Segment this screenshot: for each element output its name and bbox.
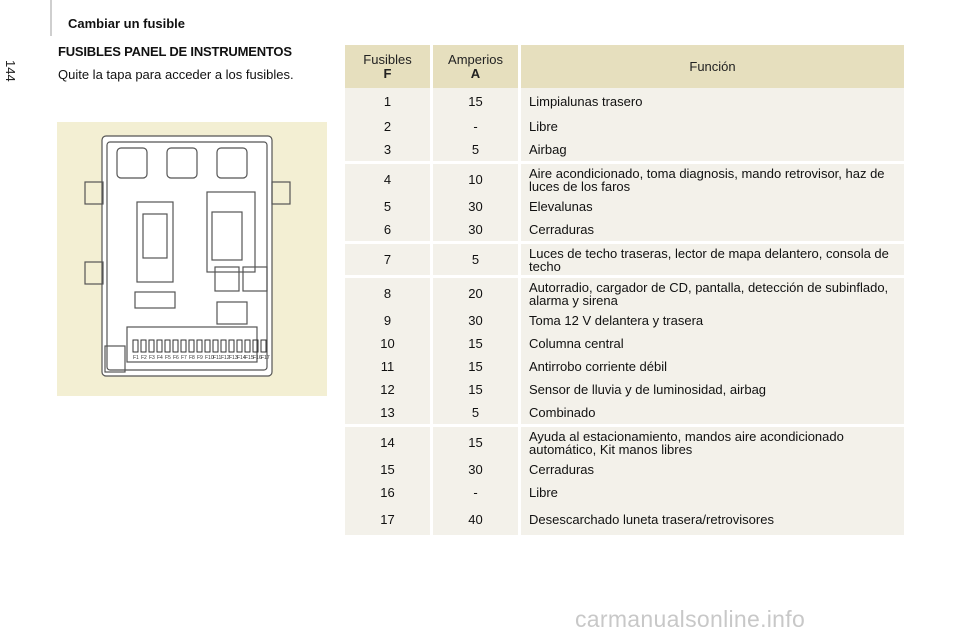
amperage-cell: 30 [433,458,521,481]
function-cell: Airbag [521,138,904,161]
function-cell: Aire acondicionado, toma diagnosis, mando retrovisor, haz de luces de los faros [521,164,904,195]
fuse-number-cell: 8 [345,278,433,309]
function-cell: Libre [521,481,904,504]
amperage-cell: 5 [433,401,521,424]
header-amps-symbol: A [470,66,481,81]
fuse-number-cell: 16 [345,481,433,504]
header-function [521,45,904,88]
fuse-number-cell: 2 [345,115,433,138]
function-cell: Limpialunas trasero [521,88,904,115]
watermark: carmanualsonline.info [575,606,806,632]
table-row [345,309,904,332]
function-cell: Cerraduras [521,458,904,481]
fuse-number-cell: 15 [345,458,433,481]
amperage-cell: 10 [433,164,521,195]
table-row [345,378,904,401]
page-header-title: Cambiar un fusible [68,16,186,31]
function-cell: Autorradio, cargador de CD, pantalla, detección de subinflado, alarma y sirena [521,278,904,309]
amperage-cell: 15 [433,332,521,355]
fuse-slot-label: F17 [261,355,270,361]
fuse-number-cell: 10 [345,332,433,355]
fuse-number-cell: 1 [345,88,433,115]
fuse-table-body [345,88,904,535]
header-fuses-symbol: F [383,66,392,81]
function-cell: Cerraduras [521,218,904,241]
fuse-slot-label: F7 [181,355,187,361]
function-cell: Desescarchado luneta trasera/retrovisores [521,504,904,535]
table-row [345,164,904,195]
fuse-slot-label: F15 [245,355,254,361]
fuse-box-illustration [57,122,327,396]
table-row [345,427,904,458]
fuse-number-cell: 13 [345,401,433,424]
fuse-box-diagram [57,122,327,396]
function-cell: Luces de techo traseras, lector de mapa delantero, consola de techo [521,244,904,275]
amperage-cell: 20 [433,278,521,309]
amperage-cell: 30 [433,309,521,332]
amperage-cell: 40 [433,504,521,535]
fuse-number-cell: 14 [345,427,433,458]
fuse-number-cell: 3 [345,138,433,161]
fuse-table [345,45,904,535]
table-row [345,401,904,424]
amperage-cell: 5 [433,244,521,275]
fuse-slot-label: F14 [237,355,246,361]
amperage-cell: 30 [433,195,521,218]
fuse-slot-label: F12 [221,355,230,361]
function-cell: Antirrobo corriente débil [521,355,904,378]
fuse-slot-label: F8 [189,355,195,361]
fuse-slot-label: F5 [165,355,171,361]
function-cell: Libre [521,115,904,138]
table-row [345,138,904,161]
fuse-number-cell: 4 [345,164,433,195]
header-amps-label: Amperios [448,52,503,67]
function-cell: Sensor de lluvia y de luminosidad, airbag [521,378,904,401]
table-row [345,504,904,535]
table-row [345,195,904,218]
header-fuses [345,45,433,88]
header-rule [50,0,52,36]
fuse-slot-label: F10 [205,355,214,361]
fuse-slot-label: F11 [213,355,222,361]
fuse-number-cell: 12 [345,378,433,401]
header-function-label: Función [689,59,736,74]
fuse-slot-label: F4 [157,355,163,361]
table-row [345,244,904,275]
function-cell: Combinado [521,401,904,424]
fuse-slot-label: F1 [133,355,139,361]
table-row [345,218,904,241]
fuse-slot-label: F3 [149,355,155,361]
table-row [345,278,904,309]
amperage-cell: 15 [433,427,521,458]
table-row [345,88,904,115]
function-cell: Toma 12 V delantera y trasera [521,309,904,332]
table-row [345,115,904,138]
fuse-slot-labels [133,355,270,361]
table-row [345,481,904,504]
amperage-cell: 15 [433,355,521,378]
fuse-slot-label: F2 [141,355,147,361]
fuse-number-cell: 9 [345,309,433,332]
amperage-cell: - [433,115,521,138]
table-row [345,458,904,481]
fuse-slot-label: F9 [197,355,203,361]
intro-text: Quite la tapa para acceder a los fusibles. [58,67,294,82]
table-row [345,355,904,378]
fuse-slot-label: F13 [229,355,238,361]
header-fuses-label: Fusibles [363,52,412,67]
fuse-slot-label: F16 [253,355,262,361]
section-title: FUSIBLES PANEL DE INSTRUMENTOS [58,44,292,59]
function-cell: Columna central [521,332,904,355]
fuse-number-cell: 11 [345,355,433,378]
function-cell: Ayuda al estacionamiento, mandos aire acondicionado automático, Kit manos libres [521,427,904,458]
fuse-number-cell: 6 [345,218,433,241]
fuse-number-cell: 5 [345,195,433,218]
fuse-number-cell: 7 [345,244,433,275]
function-cell: Elevalunas [521,195,904,218]
page-number: 144 [3,60,18,82]
fuse-slot-label: F6 [173,355,179,361]
table-row [345,332,904,355]
amperage-cell: 5 [433,138,521,161]
header-amps [433,45,521,88]
amperage-cell: 15 [433,88,521,115]
amperage-cell: - [433,481,521,504]
amperage-cell: 30 [433,218,521,241]
amperage-cell: 15 [433,378,521,401]
fuse-number-cell: 17 [345,504,433,535]
